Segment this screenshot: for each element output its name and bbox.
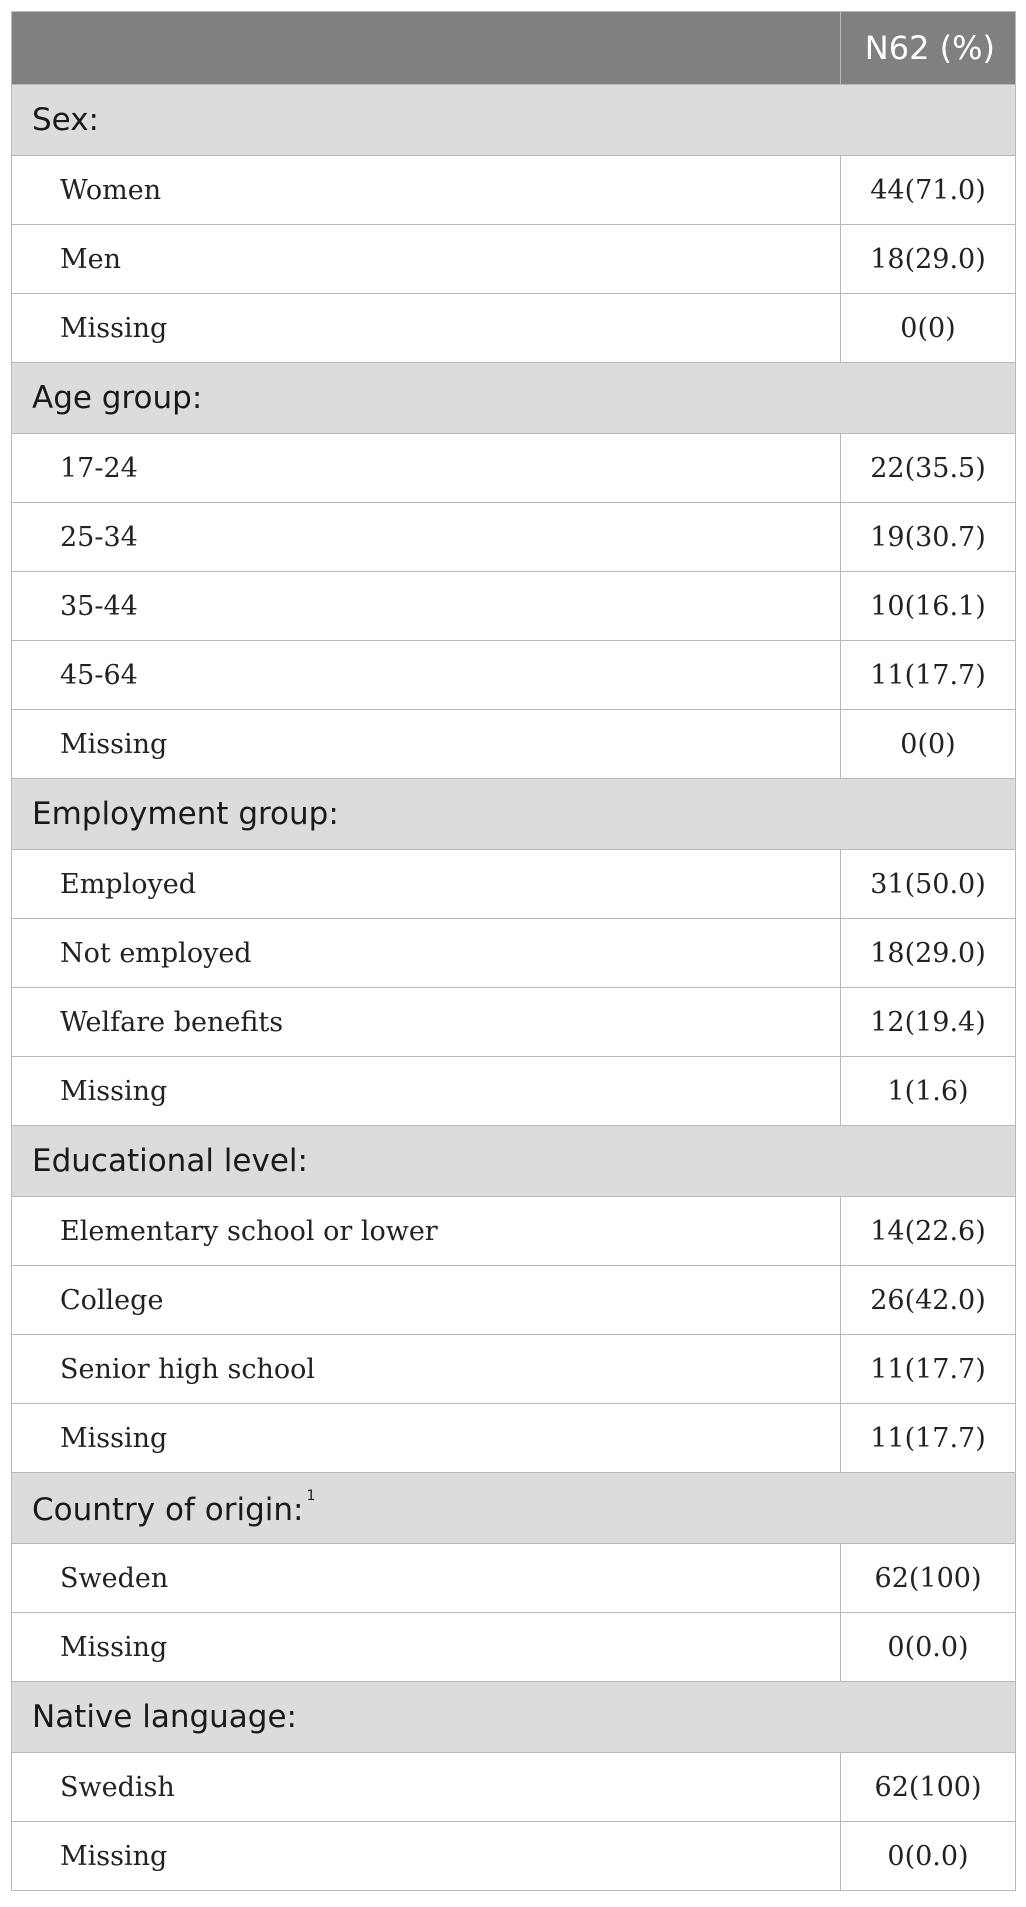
section-row (12, 1473, 1016, 1544)
section-title: Educational level: (32, 1143, 308, 1179)
row-label: Welfare benefits (12, 988, 841, 1057)
table-row (12, 1753, 1016, 1822)
table-row (12, 1197, 1016, 1266)
row-label: Missing (12, 1057, 841, 1126)
table-row (12, 1404, 1016, 1473)
table-header-row (12, 12, 1016, 85)
section-title-cell (12, 85, 1016, 156)
row-value: 0(0) (841, 294, 1016, 363)
table-row (12, 1544, 1016, 1613)
row-label: Missing (12, 294, 841, 363)
row-label: Swedish (12, 1753, 841, 1822)
row-value: 12(19.4) (841, 988, 1016, 1057)
table-row (12, 1822, 1016, 1891)
row-value: 14(22.6) (841, 1197, 1016, 1266)
row-label: 25-34 (12, 503, 841, 572)
table-row (12, 988, 1016, 1057)
table-row (12, 225, 1016, 294)
table-row (12, 434, 1016, 503)
row-value: 26(42.0) (841, 1266, 1016, 1335)
table-row (12, 710, 1016, 779)
table-row (12, 850, 1016, 919)
table-row (12, 641, 1016, 710)
row-value: 18(29.0) (841, 919, 1016, 988)
section-row (12, 1126, 1016, 1197)
footnote-marker: 1 (306, 1488, 316, 1504)
section-row (12, 85, 1016, 156)
row-value: 0(0) (841, 710, 1016, 779)
section-title: Native language: (32, 1699, 297, 1735)
row-label: 35-44 (12, 572, 841, 641)
section-title: Country of origin: (32, 1492, 304, 1528)
section-row (12, 1682, 1016, 1753)
table-row (12, 1266, 1016, 1335)
table-row (12, 1057, 1016, 1126)
table-row (12, 1613, 1016, 1682)
header-cell-blank (12, 12, 841, 85)
row-value: 62(100) (841, 1753, 1016, 1822)
row-label: Senior high school (12, 1335, 841, 1404)
row-label: Men (12, 225, 841, 294)
row-value: 1(1.6) (841, 1057, 1016, 1126)
row-label: 17-24 (12, 434, 841, 503)
row-value: 19(30.7) (841, 503, 1016, 572)
table-row (12, 919, 1016, 988)
table-row (12, 503, 1016, 572)
row-label: 45-64 (12, 641, 841, 710)
row-value: 31(50.0) (841, 850, 1016, 919)
row-value: 0(0.0) (841, 1613, 1016, 1682)
row-label: Not employed (12, 919, 841, 988)
row-label: Missing (12, 1613, 841, 1682)
row-value: 10(16.1) (841, 572, 1016, 641)
section-title: Age group: (32, 380, 203, 416)
row-label: Missing (12, 710, 841, 779)
row-value: 18(29.0) (841, 225, 1016, 294)
header-cell-n: N62 (%) (841, 12, 1016, 85)
demographics-table (11, 11, 1016, 1891)
section-title: Employment group: (32, 796, 339, 832)
section-row (12, 363, 1016, 434)
section-title: Sex: (32, 102, 99, 138)
row-value: 11(17.7) (841, 641, 1016, 710)
section-title-cell (12, 779, 1016, 850)
row-label: Employed (12, 850, 841, 919)
section-row (12, 779, 1016, 850)
row-value: 11(17.7) (841, 1404, 1016, 1473)
row-label: Sweden (12, 1544, 841, 1613)
row-label: Elementary school or lower (12, 1197, 841, 1266)
section-title-cell (12, 1682, 1016, 1753)
table-body (12, 85, 1016, 1891)
row-label: Missing (12, 1822, 841, 1891)
table-row (12, 572, 1016, 641)
row-value: 44(71.0) (841, 156, 1016, 225)
row-label: College (12, 1266, 841, 1335)
section-title-cell (12, 1473, 1016, 1544)
section-title-cell (12, 363, 1016, 434)
row-value: 11(17.7) (841, 1335, 1016, 1404)
row-label: Women (12, 156, 841, 225)
table-row (12, 294, 1016, 363)
row-value: 62(100) (841, 1544, 1016, 1613)
row-value: 0(0.0) (841, 1822, 1016, 1891)
section-title-cell (12, 1126, 1016, 1197)
row-value: 22(35.5) (841, 434, 1016, 503)
row-label: Missing (12, 1404, 841, 1473)
table-row (12, 1335, 1016, 1404)
table-row (12, 156, 1016, 225)
